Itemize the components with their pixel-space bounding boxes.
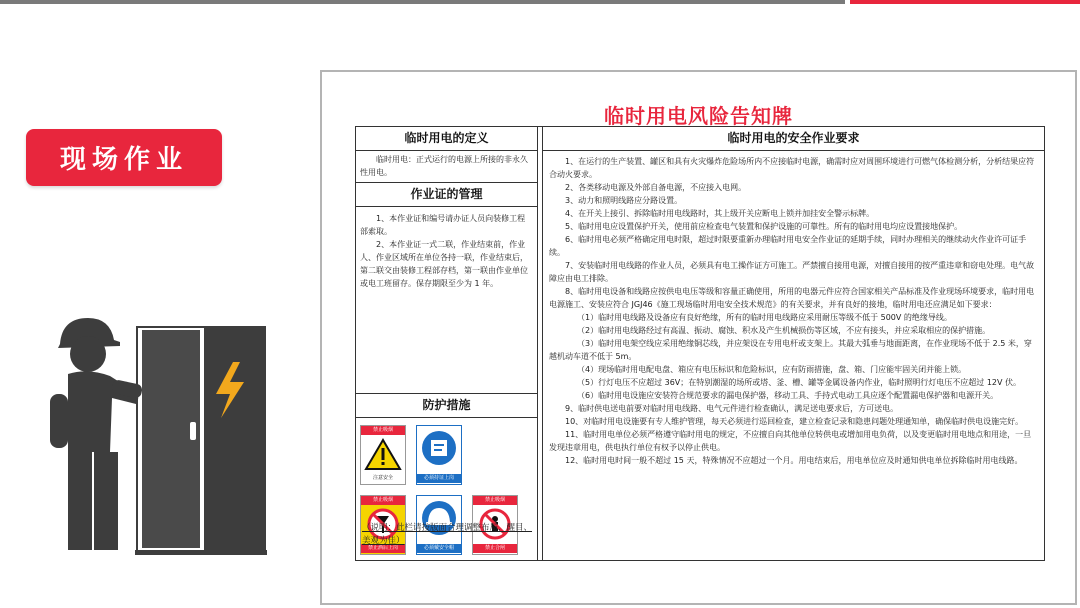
requirement-subitem: （4）现场临时用电配电盘、箱应有电压标识和危险标识，应有防雨措施，盘、箱、门应能牢固关闭并能上锁。: [577, 365, 967, 374]
requirement-item: 2、各类移动电源及外部自备电源，不应接入电网。: [565, 183, 747, 192]
worker-icon: [50, 318, 143, 550]
requirement-item: 12、临时用电时间一般不超过 15 天，特殊情况不应超过一个月。用电结束后，用电单位应及时通知供电单位拆除临时用电线路。: [565, 456, 1023, 465]
no-switch-sign: 禁止吸烟 禁止合闸: [472, 495, 518, 555]
requirement-item: 8、临时用电设备和线路应按供电电压等级和容量正确使用，所用的电器元件应符合国家相关产品标准及作业现场环境要求，临时用电电源施工、安装应符合 JGJ46《施工现场临时用电安全技术规范》的有关要求，并有良好的接地，临时用电还应满足如下要求：: [549, 287, 1035, 309]
protection-heading: 防护措施: [356, 393, 537, 418]
permit-item: 2、本作业证一式二联，作业结束前，作业人、作业区域所在单位各持一联，作业结束后，第二联交由装修工程部存档，第一联由作业单位或电工班留存。保存期限至少为 1 年。: [360, 240, 528, 288]
warning-triangle-icon: [361, 435, 405, 475]
electrician-illustration: [50, 312, 270, 557]
definition-section: [356, 151, 537, 182]
section-badge-label: 现场作业: [59, 145, 188, 175]
requirement-subitem: （3）临时用电架空线应采用绝缘铜芯线，并应架设在专用电杆或支架上。其最大弧垂与地面距离，在作业现场不低于 2.5 米，穿越机动车道不低于 5m。: [549, 339, 1032, 361]
requirement-item: 10、对临时用电设施要有专人维护管理，每天必须进行巡回检查，建立检查记录和隐患问题处理通知单，确保临时供电设施完好。: [565, 417, 1024, 426]
requirement-item: 5、临时用电应设置保护开关，使用前应检查电气装置和保护设施的可靠性。所有的临时用电均应设置接地保护。: [565, 222, 963, 231]
no-drinking-sign: 禁止吸烟 禁止酒后上岗: [360, 495, 406, 555]
definition-heading: 临时用电的定义: [356, 127, 537, 151]
requirement-subitem: （5）行灯电压不应超过 36V；在特别潮湿的场所或塔、釜、槽、罐等金属设备内作业，临时照明行灯电压不应超过 12V 伏。: [577, 378, 1022, 387]
requirement-item: 3、动力和照明线路应分路设置。: [565, 196, 683, 205]
requirement-item: 4、在开关上接引、拆除临时用电线路时，其上级开关应断电上锁并加挂安全警示标牌。: [565, 209, 875, 218]
caution-sign: 禁止吸烟 注意安全: [360, 425, 406, 485]
top-red-bar: [850, 0, 1080, 4]
requirement-subitem: （2）临时用电线路经过有高温、振动、腐蚀、积水及产生机械损伤等区域，不应有接头，并应采取相应的保护措施。: [577, 326, 991, 335]
certificate-icon: [417, 426, 461, 474]
risk-notice-board: [320, 70, 1077, 605]
requirements-heading: 临时用电的安全作业要求: [543, 127, 1044, 151]
helmet-sign: 必须戴安全帽: [416, 495, 462, 555]
section-badge: [26, 129, 222, 186]
definition-text: 临时用电：正式运行的电源上所接的非永久性用电。: [360, 155, 528, 177]
notice-title: 临时用电风险告知牌: [604, 104, 793, 128]
requirement-item: 6、临时用电必须严格确定用电时限，超过时限要重新办理临时用电安全作业证的延期手续，同时办理相关的继续动火作业许可证手续。: [549, 235, 1027, 257]
left-column: [356, 127, 538, 560]
requirements-list: [543, 151, 1044, 467]
cabinet-handle: [190, 422, 196, 440]
requirement-item: 7、安装临时用电线路的作业人员，必须具有电工操作证方可施工。严禁擅自接用电源，对擅自接用的按严重违章和窃电处理。电气故障应由电工排除。: [549, 261, 1035, 283]
permit-heading: 作业证的管理: [356, 182, 537, 207]
permit-item: 1、本作业证和编号请办证人员向装修工程部索取。: [360, 214, 526, 236]
requirement-subitem: （6）临时用电设施应安装符合规范要求的漏电保护器，移动工具、手持式电动工具应逐个配置漏电保护器和电源开关。: [577, 391, 999, 400]
layout-note: （说明：此栏请按版面合理调整布局，醒目、美观为佳）: [362, 523, 533, 546]
requirement-item: 9、临时供电送电前要对临时用电线路、电气元件进行检查确认，满足送电要求后，方可送电。: [565, 404, 899, 413]
notice-table: [355, 126, 1045, 561]
certificate-sign: 必须持证上岗: [416, 425, 462, 485]
requirement-item: 11、临时用电单位必须严格遵守临时用电的规定，不应擅自向其他单位转供电或增加用电负荷，以及变更临时用电地点和用途，一旦发现违章用电，供电执行单位有权予以停止供电。: [549, 430, 1032, 452]
top-gray-bar: [0, 0, 845, 4]
permit-section: [356, 207, 537, 293]
right-column: [542, 127, 1044, 560]
requirement-subitem: （1）临时用电线路及设备应有良好绝缘，所有的临时用电线路应采用耐压等级不低于 500V 的绝缘导线。: [577, 313, 952, 322]
requirement-item: 1、在运行的生产装置、罐区和具有火灾爆炸危险场所内不应接临时电源，确需时应对周围环境进行可燃气体检测分析，分析结果应符合动火要求。: [549, 157, 1035, 179]
